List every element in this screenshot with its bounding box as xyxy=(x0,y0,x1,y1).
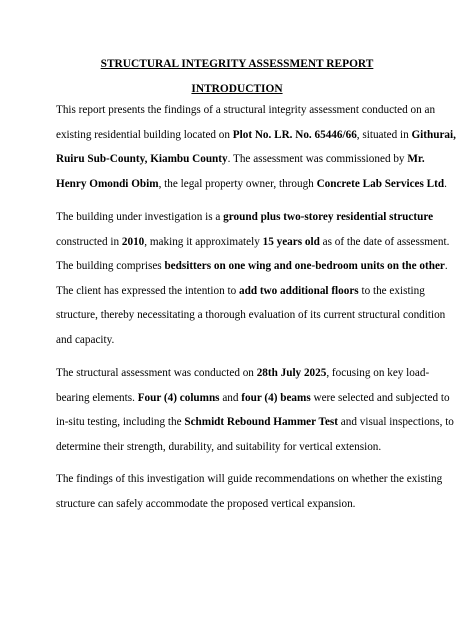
text-line xyxy=(56,279,425,304)
text-line xyxy=(56,328,418,353)
paragraph-introduction-3 xyxy=(56,361,454,459)
bold-text-run: ground plus two-storey residential structure xyxy=(223,211,434,223)
bold-text-run: add two additional floors xyxy=(239,284,359,297)
text-run: , situated in xyxy=(356,128,412,141)
text-line xyxy=(56,435,418,460)
text-run: and visual inspections, to xyxy=(338,416,454,428)
document-title: STRUCTURAL INTEGRITY ASSESSMENT REPORT xyxy=(100,58,374,70)
text-run: bearing elements. xyxy=(56,391,138,404)
text-run: . The assessment was commissioned by xyxy=(227,153,408,165)
text-run: , the legal property owner, through xyxy=(158,177,317,190)
bold-text-run: 15 years old xyxy=(262,235,320,248)
text-line xyxy=(56,410,454,435)
bold-text-run: Plot No. LR. No. 65446/66 xyxy=(232,128,357,141)
bold-text-run: Four (4) columns xyxy=(137,391,220,404)
text-line xyxy=(56,98,436,123)
text-line xyxy=(56,254,448,279)
text-line xyxy=(56,230,450,255)
text-run: , focusing on key load- xyxy=(326,367,430,379)
text-run: , making it approximately xyxy=(144,235,263,248)
text-line xyxy=(56,123,456,148)
text-run: to the existing xyxy=(358,284,425,297)
text-run: The findings of this investigation will guide recommendations on whether the existing xyxy=(56,473,443,485)
paragraph-introduction-4 xyxy=(56,467,443,516)
text-run: structure can safely accommodate the proposed vertical expansion. xyxy=(56,497,356,510)
text-line xyxy=(56,205,434,230)
bold-text-run: 2010 xyxy=(121,235,145,248)
text-run: The structural assessment was conducted on xyxy=(56,367,257,379)
bold-text-run: four (4) beams xyxy=(241,391,311,404)
text-run: existing residential building located on xyxy=(56,128,233,141)
text-line xyxy=(56,303,446,328)
text-line xyxy=(56,172,447,197)
text-run: and xyxy=(219,391,242,404)
text-line xyxy=(56,492,418,517)
paragraph-introduction-2 xyxy=(56,205,450,352)
text-run: structure, thereby necessitating a thorough evaluation of its current structural condition xyxy=(56,309,446,321)
text-run: The client has expressed the intention to xyxy=(56,284,239,297)
paragraph-introduction-1 xyxy=(56,98,456,196)
text-run: . xyxy=(444,260,448,272)
bold-text-run: Concrete Lab Services Ltd xyxy=(316,177,445,190)
text-run: The building under investigation is a xyxy=(56,211,224,223)
bold-text-run: 28th July 2025 xyxy=(256,367,327,379)
text-line xyxy=(56,467,443,492)
text-run: constructed in xyxy=(56,235,122,248)
bold-text-run: Ruiru Sub-County, Kiambu County xyxy=(56,153,228,165)
bold-text-run: Henry Omondi Obim xyxy=(56,177,159,190)
text-run: determine their strength, durability, and suitability for vertical extension. xyxy=(56,440,382,453)
text-run: This report presents the findings of a structural integrity assessment conducted on an xyxy=(56,104,436,116)
bold-text-run: bedsitters on one wing and one-bedroom units on the other xyxy=(164,260,445,272)
text-line xyxy=(56,361,430,386)
text-line xyxy=(56,386,450,411)
text-run: in-situ testing, including the xyxy=(56,416,185,428)
bold-text-run: Schmidt Rebound Hammer Test xyxy=(184,416,338,428)
section-heading: INTRODUCTION xyxy=(191,83,283,95)
text-run: as of the date of assessment. xyxy=(319,235,450,248)
text-run: and capacity. xyxy=(56,333,115,346)
text-run: were selected and subjected to xyxy=(310,391,450,404)
bold-text-run: Githurai, xyxy=(411,128,456,141)
text-run: The building comprises xyxy=(56,260,165,272)
text-line xyxy=(56,147,425,172)
bold-text-run: Mr. xyxy=(407,153,425,165)
text-run: . xyxy=(444,177,447,190)
